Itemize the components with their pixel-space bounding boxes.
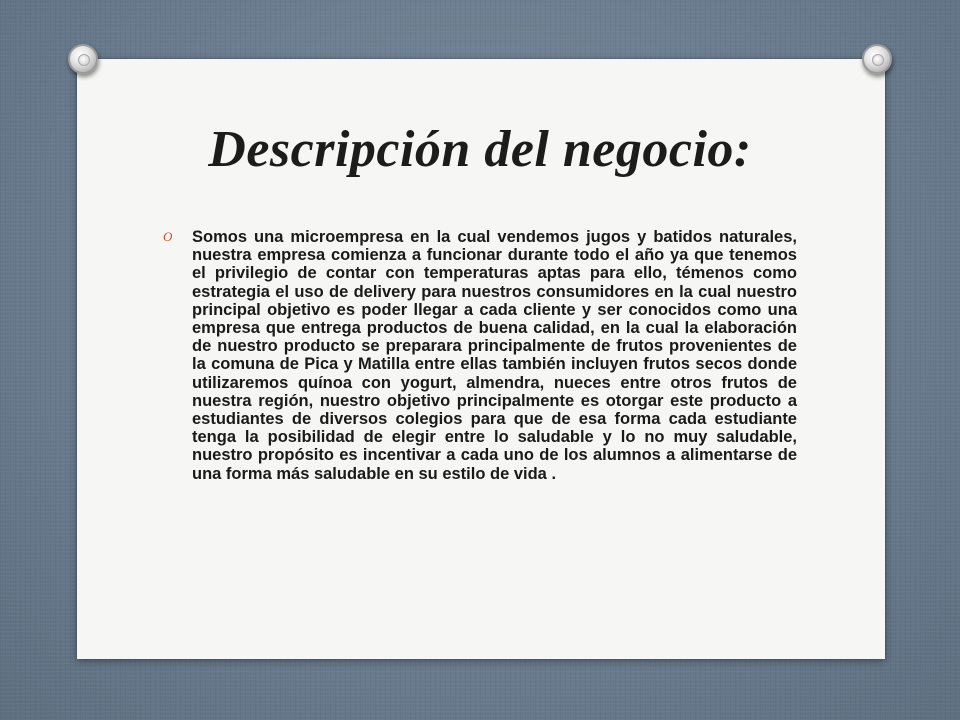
slide-title: Descripción del negocio: bbox=[208, 121, 752, 178]
pushpin-icon bbox=[68, 44, 98, 74]
bullet-marker-icon: O bbox=[163, 229, 173, 244]
pushpin-icon bbox=[862, 44, 892, 74]
body-paragraph: Somos una microempresa en la cual vendemos jugos y batidos naturales, nuestra empresa comienza a funcionar durante todo el año ya que tenemos el privilegio de contar con temperaturas aptas para ello, témenos como estrategia el uso de delivery para nuestros consumidores en la cual nuestro principal objetivo es poder llegar a cada cliente y ser conocidos como una empresa que entrega productos de buena calidad, en la cual la elaboración de nuestro producto se preparara principalmente de frutos provenientes de la comuna de Pica y Matilla entre ellas también incluyen frutos secos donde utilizaremos quínoa con yogurt, almendra, nueces entre otros frutos de nuestra región, nuestro objetivo principalmente es otorgar este producto a estudiantes de diversos colegios para que de esa forma cada estudiante tenga la posibilidad de elegir entre lo saludable y lo no muy saludable, nuestro propósito es incentivar a cada uno de los alumnos a alimentarse de una forma más saludable en su estilo de vida . bbox=[192, 228, 797, 483]
